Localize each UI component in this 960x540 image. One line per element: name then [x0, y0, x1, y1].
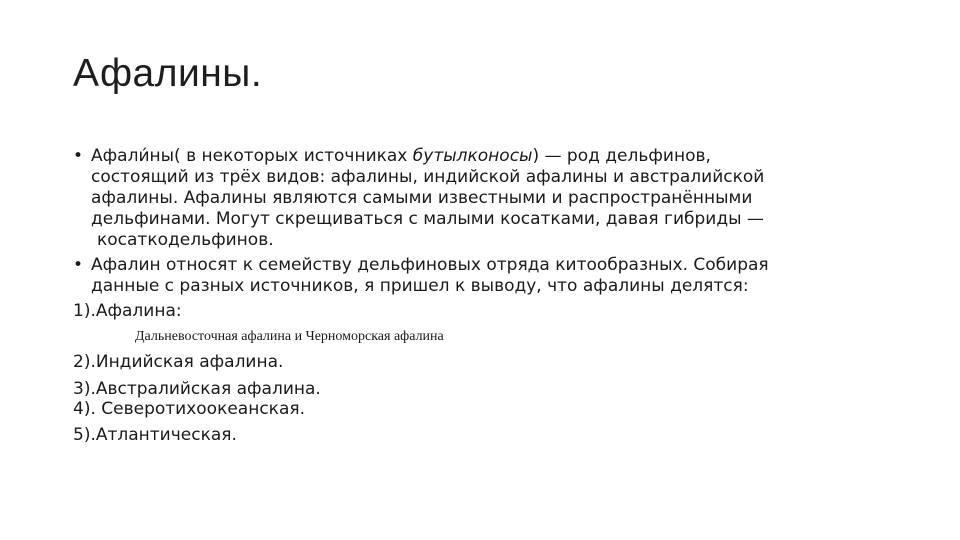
text-line: афалины. Афалины являются самыми известными и распространёнными — [91, 188, 753, 208]
numbered-list — [73, 301, 873, 446]
text-line: косаткодельфинов. — [97, 230, 274, 250]
list-item-3: 3).Австралийская афалина. — [73, 379, 321, 399]
list-item-1: 1).Афалина: — [73, 301, 182, 321]
bullet-icon: • — [73, 255, 84, 275]
list-item-4: 4). Северотихоокеанская. — [73, 399, 305, 419]
text-line: дельфинами. Могут скрещиваться с малыми косатками, давая гибриды — — [91, 209, 764, 229]
text-line: состоящий из трёх видов: афалины, индийской афалины и австралийской — [91, 167, 765, 187]
text-line: Афалин относят к семейству дельфиновых отряда китообразных. Собирая — [91, 255, 769, 275]
slide-title: Афалины. — [73, 52, 263, 95]
italic-term: бутылконосы — [412, 146, 533, 166]
bullet-icon: • — [73, 146, 84, 166]
text-line: Афали́ны( в некоторых источниках бутылконосы) — род дельфинов, — [91, 146, 711, 166]
bullet-paragraph-1 — [73, 146, 873, 251]
slide-body — [73, 146, 873, 446]
text-line: данные с разных источников, я пришел к выводу, что афалины делятся: — [91, 276, 749, 296]
list-item-2: 2).Индийская афалина. — [73, 352, 284, 372]
list-item-1-subtext: Дальневосточная афалина и Черноморская афалина — [135, 329, 444, 344]
bullet-paragraph-2 — [73, 255, 873, 297]
list-item-5: 5).Атлантическая. — [73, 425, 237, 445]
